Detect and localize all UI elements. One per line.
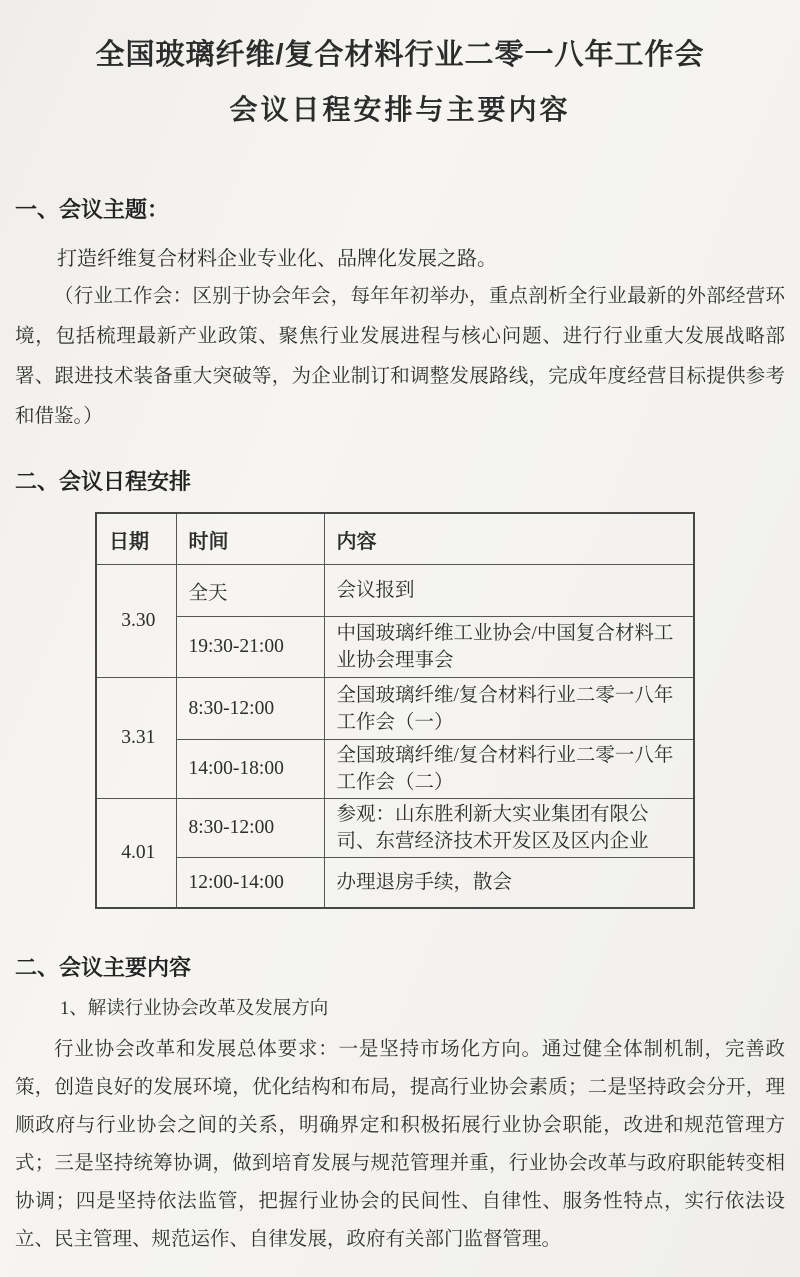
- time-cell: 8:30-12:00: [176, 799, 324, 858]
- content-cell: 会议报到: [324, 565, 694, 617]
- date-cell: 3.30: [96, 565, 176, 678]
- section-heading-main-content: 二、会议主要内容: [15, 954, 192, 980]
- content-cell: 中国玻璃纤维工业协会/中国复合材料工业协会理事会: [324, 617, 694, 678]
- date-cell: 4.01: [96, 799, 176, 908]
- schedule-row: [96, 858, 694, 908]
- time-cell: 19:30-21:00: [176, 617, 324, 678]
- document-title-line2: 会议日程安排与主要内容: [229, 94, 571, 126]
- time-cell: 14:00-18:00: [176, 740, 324, 799]
- time-cell: 8:30-12:00: [176, 678, 324, 740]
- main-content-item-1: 1、解读行业协会改革及发展方向: [60, 998, 329, 1019]
- schedule-row: [96, 799, 694, 858]
- column-header-content: 内容: [324, 513, 694, 565]
- schedule-row: [96, 565, 694, 617]
- schedule-header-row: [96, 513, 694, 565]
- column-header-time: 时间: [176, 513, 324, 565]
- schedule-row: [96, 617, 694, 678]
- main-content-paragraph: 行业协会改革和发展总体要求：一是坚持市场化方向。通过健全体制机制，完善政策，创造良好的发展环境，优化结构和布局，提高行业协会素质；二是坚持政会分开，理顺政府与行业协会之间的关系，明确界定和积极拓展行业协会职能，改进和规范管理方式；三是坚持统筹协调，做到培育发展与规范管理并重，行业协会改革与政府职能转变相协调；四是坚持依法监管，把握行业协会的民间性、自律性、服务性特点，实行依法设立、民主管理、规范运作、自律发展，政府有关部门监督管理。: [15, 1038, 785, 1250]
- section-heading-schedule: 二、会议日程安排: [15, 468, 192, 494]
- theme-statement: 打造纤维复合材料企业专业化、品牌化发展之路。: [57, 247, 497, 270]
- content-cell: 参观：山东胜利新大实业集团有限公司、东营经济技术开发区及区内企业: [324, 799, 694, 858]
- document-title-line1: 全国玻璃纤维/复合材料行业二零一八年工作会: [95, 39, 705, 71]
- schedule-row: [96, 740, 694, 799]
- content-cell: 全国玻璃纤维/复合材料行业二零一八年工作会（二）: [324, 740, 694, 799]
- section-heading-theme: 一、会议主题：: [15, 196, 170, 222]
- schedule-row: [96, 678, 694, 740]
- time-cell: 全天: [176, 565, 324, 617]
- theme-note-paragraph: （行业工作会：区别于协会年会，每年年初举办，重点剖析全行业最新的外部经营环境，包括梳理最新产业政策、聚焦行业发展进程与核心问题、进行行业重大发展战略部署、跟进技术装备重大突破等，为企业制订和调整发展路线，完成年度经营目标提供参考和借鉴。）: [15, 285, 785, 427]
- content-cell: 全国玻璃纤维/复合材料行业二零一八年工作会（一）: [324, 678, 694, 740]
- column-header-date: 日期: [96, 513, 176, 565]
- schedule-table: [95, 512, 695, 909]
- time-cell: 12:00-14:00: [176, 858, 324, 908]
- content-cell: 办理退房手续，散会: [324, 858, 694, 908]
- date-cell: 3.31: [96, 678, 176, 799]
